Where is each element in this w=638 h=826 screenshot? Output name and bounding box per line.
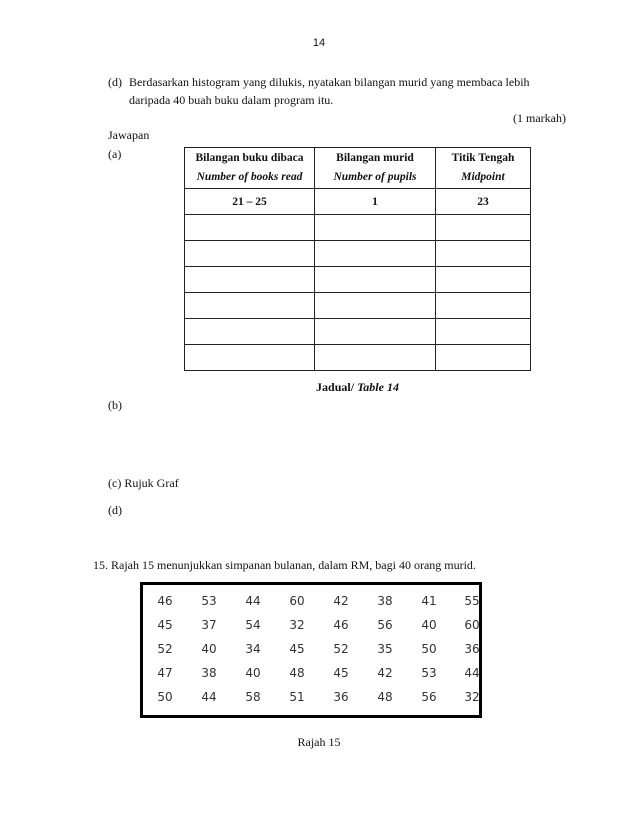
table-cell: 23 — [436, 189, 531, 215]
data-value: 41 — [421, 594, 437, 608]
data-value: 40 — [421, 618, 437, 632]
header-books-read-ms: Bilangan buku dibaca — [195, 152, 304, 164]
data-value: 44 — [245, 594, 261, 608]
data-value: 55 — [464, 594, 480, 608]
table-row — [185, 189, 531, 215]
question-d-line1: Berdasarkan histogram yang dilukis, nyatakan bilangan murid yang membaca lebih — [129, 75, 530, 89]
data-value: 42 — [333, 594, 349, 608]
answer-heading: Jawapan — [108, 128, 150, 142]
data-value: 60 — [289, 594, 305, 608]
table-row — [185, 345, 531, 371]
frequency-table — [184, 147, 531, 371]
table-cell[interactable] — [315, 293, 436, 319]
table-cell[interactable] — [436, 241, 531, 267]
table-cell[interactable] — [315, 267, 436, 293]
data-value: 37 — [201, 618, 217, 632]
question-d-line2: daripada 40 buah buku dalam program itu. — [129, 93, 334, 107]
answer-part-d: (d) — [108, 503, 122, 517]
data-value: 58 — [245, 690, 261, 704]
data-value: 45 — [157, 618, 173, 632]
data-value: 45 — [333, 666, 349, 680]
header-pupils-en: Number of pupils — [333, 171, 417, 183]
data-value: 45 — [289, 642, 305, 656]
table-cell[interactable] — [436, 215, 531, 241]
header-books-read — [185, 148, 315, 189]
figure-caption: Rajah 15 — [297, 735, 341, 749]
data-value: 53 — [421, 666, 437, 680]
table-cell[interactable] — [185, 215, 315, 241]
data-value: 46 — [333, 618, 349, 632]
table-cell[interactable] — [185, 345, 315, 371]
data-value: 52 — [157, 642, 173, 656]
data-value: 38 — [201, 666, 217, 680]
header-books-read-en: Number of books read — [196, 171, 303, 183]
table-cell[interactable] — [315, 241, 436, 267]
data-value: 38 — [377, 594, 393, 608]
data-value: 32 — [289, 618, 305, 632]
table-cell[interactable] — [315, 319, 436, 345]
data-value: 44 — [201, 690, 217, 704]
question-d-marks: (1 markah) — [513, 111, 566, 125]
data-value: 60 — [464, 618, 480, 632]
question-d-label: (d) — [108, 75, 122, 89]
header-midpoint-ms: Titik Tengah — [451, 152, 515, 164]
answer-part-c: (c) Rujuk Graf — [108, 476, 179, 490]
data-value: 42 — [377, 666, 393, 680]
data-value: 54 — [245, 618, 261, 632]
header-midpoint-en: Midpoint — [461, 171, 505, 183]
data-value: 53 — [201, 594, 217, 608]
table-row — [185, 319, 531, 345]
table-cell[interactable] — [436, 345, 531, 371]
data-value: 47 — [157, 666, 173, 680]
table-caption — [184, 380, 531, 395]
table-cell[interactable] — [185, 241, 315, 267]
data-value: 36 — [333, 690, 349, 704]
answer-part-a: (a) — [108, 147, 122, 161]
data-value: 34 — [245, 642, 261, 656]
table-cell: 21 – 25 — [185, 189, 315, 215]
table-cell[interactable] — [185, 293, 315, 319]
data-value: 36 — [464, 642, 480, 656]
data-value: 35 — [377, 642, 393, 656]
answer-part-b: (b) — [108, 398, 122, 412]
table-cell[interactable] — [436, 319, 531, 345]
header-midpoint — [436, 148, 531, 189]
header-pupils-ms: Bilangan murid — [336, 152, 414, 164]
data-row — [143, 686, 479, 708]
data-value: 48 — [289, 666, 305, 680]
data-value: 46 — [157, 594, 173, 608]
data-value: 52 — [333, 642, 349, 656]
data-value: 56 — [377, 618, 393, 632]
table-cell[interactable] — [436, 267, 531, 293]
table-row — [185, 241, 531, 267]
data-value: 40 — [245, 666, 261, 680]
page-number: 14 — [312, 37, 326, 49]
question-15-text: 15. Rajah 15 menunjukkan simpanan bulanan, dalam RM, bagi 40 orang murid. — [93, 558, 476, 572]
data-row — [143, 614, 479, 636]
table-cell: 1 — [315, 189, 436, 215]
table-cell[interactable] — [315, 345, 436, 371]
data-row — [143, 638, 479, 660]
table-caption-ms: Jadual/ — [316, 380, 355, 394]
data-value: 56 — [421, 690, 437, 704]
table-caption-en: Table 14 — [357, 380, 399, 394]
data-value: 32 — [464, 690, 480, 704]
data-value: 40 — [201, 642, 217, 656]
table-cell[interactable] — [185, 267, 315, 293]
data-value: 48 — [377, 690, 393, 704]
data-value: 51 — [289, 690, 305, 704]
header-pupils — [315, 148, 436, 189]
table-row — [185, 215, 531, 241]
savings-data-grid — [140, 582, 482, 718]
table-row — [185, 293, 531, 319]
data-value: 50 — [157, 690, 173, 704]
table-row — [185, 267, 531, 293]
data-value: 50 — [421, 642, 437, 656]
data-value: 44 — [464, 666, 480, 680]
table-cell[interactable] — [185, 319, 315, 345]
table-cell[interactable] — [436, 293, 531, 319]
table-cell[interactable] — [315, 215, 436, 241]
table-header-row — [185, 148, 531, 189]
data-row — [143, 662, 479, 684]
data-row — [143, 590, 479, 612]
